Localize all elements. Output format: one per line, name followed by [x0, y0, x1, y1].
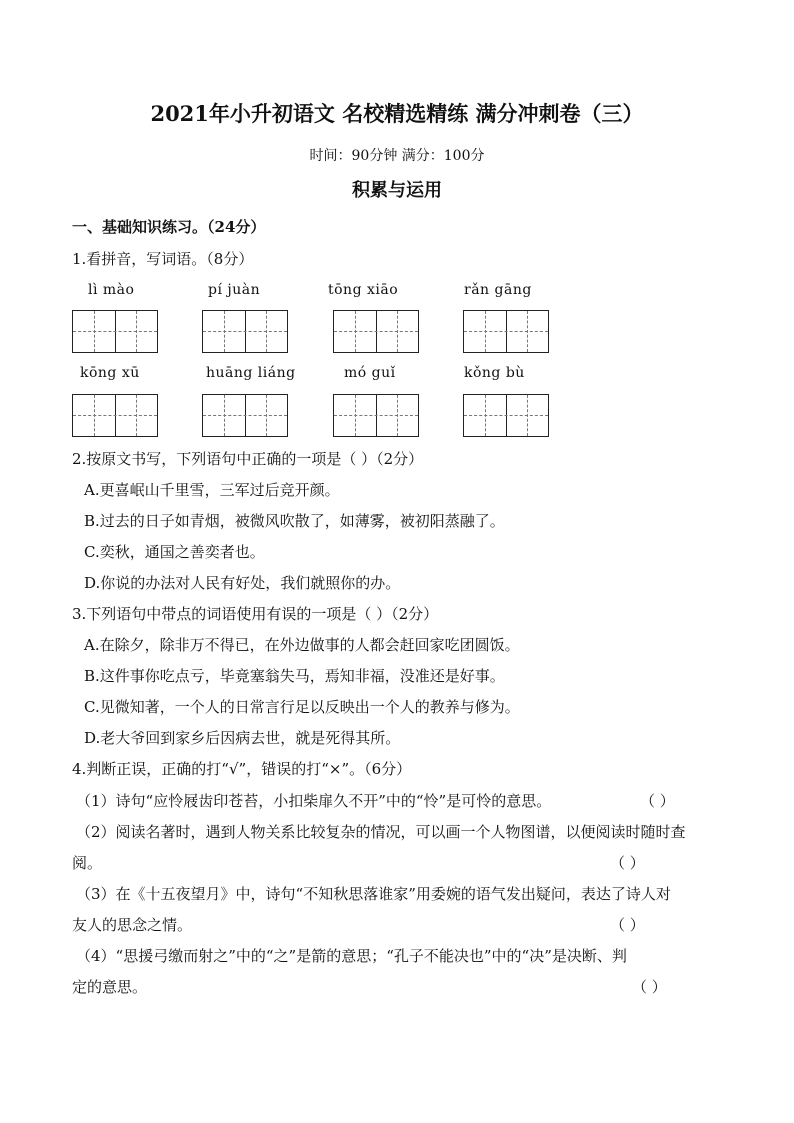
q3-option-d[interactable]: D.老大爷回到家乡后因病去世，就是死得其所。 — [84, 729, 401, 747]
q4-item-2: （2）阅读名著时，遇到人物关系比较复杂的情况，可以画一个人物图谱，以便阅读时随时查 — [76, 823, 686, 841]
writing-grid[interactable] — [202, 310, 288, 353]
page-title: 2021年小升初语文 名校精选精练 满分冲刺卷（三） — [150, 101, 644, 126]
pinyin-label: kǒng bù — [464, 365, 525, 381]
answer-blank[interactable]: （ ） — [610, 854, 645, 872]
q4-stem: 4.判断正误，正确的打“√”，错误的打“×”。（6分） — [72, 760, 412, 778]
q2-stem: 2.按原文书写，下列语句中正确的一项是（ ）（2分） — [72, 450, 424, 468]
q3-option-c[interactable]: C.见微知著，一个人的日常言行足以反映出一个人的教养与修为。 — [84, 698, 520, 716]
writing-grid[interactable] — [72, 310, 158, 353]
writing-grid[interactable] — [333, 394, 419, 437]
q2-option-c[interactable]: C.奕秋，通国之善奕者也。 — [84, 543, 265, 561]
answer-blank[interactable]: （ ） — [610, 916, 645, 934]
pinyin-label: tōng xiāo — [328, 282, 399, 298]
q3-option-a[interactable]: A.在除夕，除非万不得已，在外边做事的人都会赶回家吃团圆饭。 — [84, 636, 520, 654]
q1-stem: 1.看拼音，写词语。（8分） — [72, 250, 254, 268]
writing-grid[interactable] — [463, 394, 549, 437]
writing-grid[interactable] — [463, 310, 549, 353]
q2-option-a[interactable]: A.更喜岷山千里雪，三军过后竞开颜。 — [84, 481, 340, 499]
pinyin-label: rǎn gāng — [464, 282, 532, 298]
writing-grid[interactable] — [72, 394, 158, 437]
exam-meta: 时间：90分钟 满分：100分 — [309, 148, 485, 164]
part-heading: 一、基础知识练习。（24分） — [72, 218, 266, 236]
writing-grid[interactable] — [202, 394, 288, 437]
section-title: 积累与运用 — [352, 180, 442, 201]
answer-blank[interactable]: （ ） — [640, 792, 675, 810]
pinyin-label: lì mào — [88, 282, 135, 298]
q3-option-b[interactable]: B.这件事你吃点亏，毕竟塞翁失马，焉知非福，没准还是好事。 — [84, 667, 505, 685]
q2-option-d[interactable]: D.你说的办法对人民有好处，我们就照你的办。 — [84, 574, 401, 592]
q4-item-4-cont: 定的意思。 — [72, 978, 148, 996]
q3-stem: 3.下列语句中带点的词语使用有误的一项是（ ）（2分） — [72, 605, 439, 623]
pinyin-label: kōng xū — [80, 365, 140, 381]
q4-item-1: （1）诗句“应怜屐齿印苍苔，小扣柴扉久不开”中的“怜”是可怜的意思。 — [76, 792, 552, 810]
pinyin-label: pí juàn — [208, 282, 261, 298]
q4-item-3-cont: 友人的思念之情。 — [72, 916, 193, 934]
writing-grid[interactable] — [333, 310, 419, 353]
answer-blank[interactable]: （ ） — [632, 978, 667, 996]
q2-option-b[interactable]: B.过去的日子如青烟，被微风吹散了，如薄雾，被初阳蒸融了。 — [84, 512, 505, 530]
pinyin-label: mó guǐ — [344, 365, 396, 381]
pinyin-label: huāng liáng — [206, 365, 296, 381]
q4-item-3: （3）在《十五夜望月》中，诗句“不知秋思落谁家”用委婉的语气发出疑问，表达了诗人对 — [76, 885, 671, 903]
q4-item-4: （4）“思援弓缴而射之”中的“之”是箭的意思；“孔子不能决也”中的“决”是决断、判 — [76, 947, 627, 965]
q4-item-2-cont: 阅。 — [72, 854, 103, 872]
